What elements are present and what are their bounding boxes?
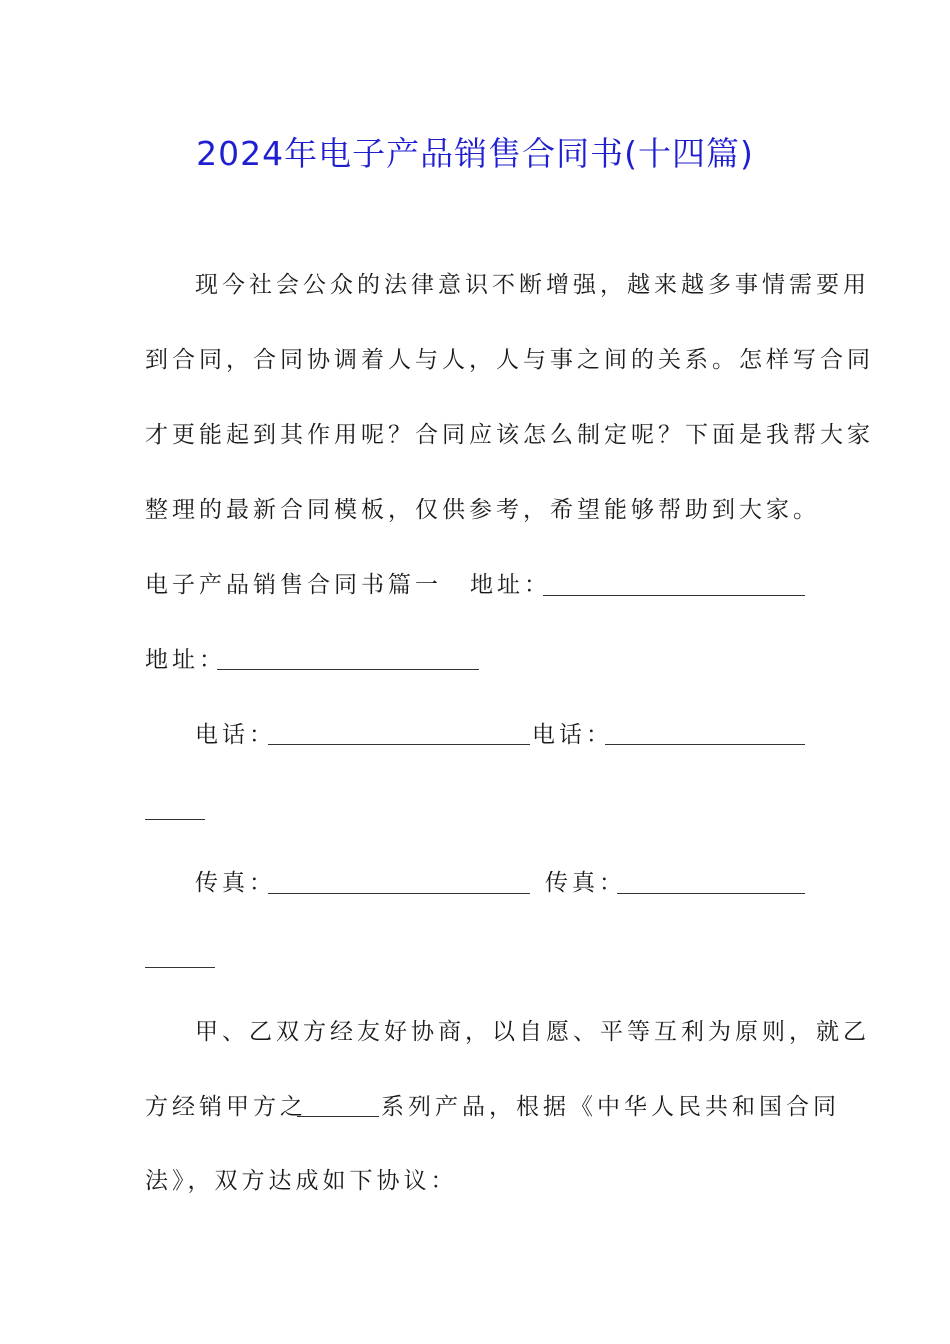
product-series-blank xyxy=(297,1115,379,1117)
address-label-1: 地址： xyxy=(470,572,551,598)
phone-blank-1 xyxy=(268,743,530,745)
document-title: 2024年电子产品销售合同书(十四篇) xyxy=(196,134,754,173)
fax-blank-2 xyxy=(617,892,805,894)
agreement-line-2-suffix: 系列产品，根据《中华人民共和国合同 xyxy=(381,1094,840,1120)
intro-line-4: 整理的最新合同模板，仅供参考，希望能够帮助到大家。 xyxy=(145,497,820,523)
address-label-2: 地址： xyxy=(145,647,226,673)
address-blank-2 xyxy=(217,668,479,670)
phone-blank-2-continued xyxy=(145,818,205,820)
phone-label-2: 电话： xyxy=(532,722,613,748)
fax-label-2: 传真： xyxy=(545,870,626,896)
agreement-line-3: 法》，双方达成如下协议： xyxy=(145,1168,458,1194)
address-blank-1 xyxy=(543,594,805,596)
fax-label-1: 传真： xyxy=(195,870,276,896)
agreement-line-2-prefix: 方经销甲方之 xyxy=(145,1094,307,1120)
intro-line-2: 到合同，合同协调着人与人，人与事之间的关系。怎样写合同 xyxy=(145,347,874,373)
intro-line-1: 现今社会公众的法律意识不断增强，越来越多事情需要用 xyxy=(195,272,870,298)
phone-label-1: 电话： xyxy=(195,722,276,748)
intro-line-3: 才更能起到其作用呢？合同应该怎么制定呢？下面是我帮大家 xyxy=(145,422,874,448)
phone-blank-2 xyxy=(605,743,805,745)
fax-blank-1 xyxy=(268,892,530,894)
section-heading: 电子产品销售合同书篇一 xyxy=(145,572,442,598)
agreement-line-1: 甲、乙双方经友好协商，以自愿、平等互利为原则，就乙 xyxy=(195,1019,870,1045)
fax-blank-2-continued xyxy=(145,966,215,968)
